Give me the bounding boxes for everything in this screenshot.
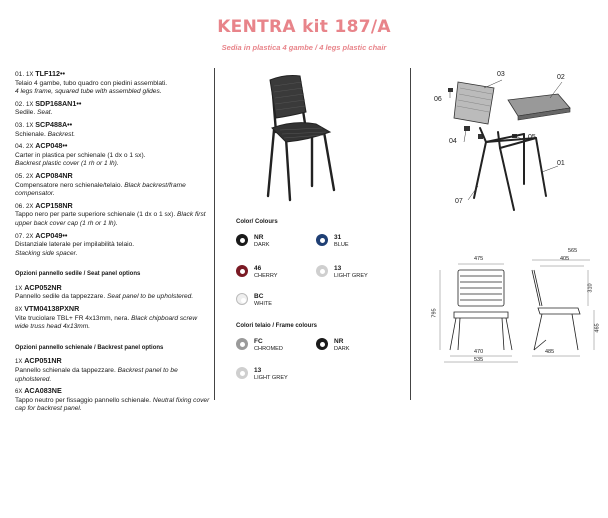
- exploded-label-07: 07: [455, 198, 463, 205]
- seat-options-heading: Opzioni pannello sedile / Seat panel options: [15, 271, 141, 278]
- dim-side-back: 310: [587, 283, 594, 293]
- option-item: 1X ACP051NR Pannello schienale da tappezzare. Backrest panel to be upholstered.: [15, 356, 178, 383]
- exploded-label-04: 04: [449, 138, 457, 145]
- part-item: 02. 1X SDP168AN1•• Sedile. Seat.: [15, 98, 82, 117]
- dim-height-total: 795: [431, 308, 438, 318]
- colours-heading: Color/ Colours: [236, 219, 278, 225]
- exploded-view-diagram: [420, 68, 600, 218]
- page-title: KENTRA kit 187/A: [217, 17, 391, 37]
- exploded-label-01: 01: [557, 160, 565, 167]
- parts-list: [15, 70, 210, 417]
- dim-front-bottom-b: 535: [474, 357, 484, 363]
- part-item: 01. 1X TLF112•• Telaio 4 gambe, tubo quadro con piedini assemblati. 4 legs frame, squared tube with assembled glides.: [15, 69, 168, 96]
- part-item: 06. 2X ACP158NR Tappo nero per parte superiore schienale (1 dx o 1 sx). Black first upper back cover cap (1 rh or 1 lh).: [15, 200, 206, 227]
- swatch-dot: [236, 265, 248, 277]
- divider-left: [214, 68, 215, 400]
- option-item: 6X ACA083NE Tappo neutro per fissaggio pannello schienale. Neutral fixing cover cap for backrest panel.: [15, 386, 210, 413]
- swatch-dot: [236, 293, 248, 305]
- swatch-dot: [236, 234, 248, 246]
- option-item: 8X VTM04138PXNR Vite truciolare TBL+ FR 4x13mm, nera. Black chipboard screw wide truss head 4x13mm.: [15, 304, 198, 331]
- part-item: 03. 1X SCP488A•• Schienale. Backrest.: [15, 119, 76, 138]
- exploded-label-06: 06: [434, 96, 442, 103]
- frame-colours-heading: Colori telaio / Frame colours: [236, 323, 318, 329]
- swatch-dot: [316, 338, 328, 350]
- part-item: 04. 2X ACP048•• Carter in plastica per schienale (1 dx o 1 sx). Backrest plastic cover (1 rh or 1 lh).: [15, 141, 146, 168]
- dim-front-bottom-a: 470: [474, 349, 484, 355]
- dim-side-bottom: 485: [545, 349, 555, 355]
- side-view-drawing: [520, 250, 608, 370]
- divider-right: [410, 68, 411, 400]
- dim-side-top-a: 565: [568, 248, 578, 254]
- exploded-label-02: 02: [557, 74, 565, 81]
- swatch-dot: [316, 265, 328, 277]
- dim-seat-height: 465: [594, 323, 601, 333]
- page-subtitle: Sedia in plastica 4 gambe / 4 legs plastic chair: [221, 43, 387, 52]
- swatch-dot: [316, 234, 328, 246]
- part-item: 07. 2X ACP049•• Distanziale laterale per impilabilità telaio. Stacking side spacer.: [15, 230, 135, 257]
- dim-side-top-b: 405: [560, 256, 570, 262]
- exploded-label-05: 05: [528, 134, 536, 141]
- option-item: 1X ACP052NR Pannello sedile da tappezzare. Seat panel to be upholstered.: [15, 282, 194, 301]
- chair-perspective-image: [250, 72, 360, 202]
- swatch-dot: [236, 338, 248, 350]
- part-item: 05. 2X ACP084NR Compensatore nero schienale/telaio. Black backrest/frame compensator.: [15, 170, 186, 198]
- exploded-label-03: 03: [497, 71, 505, 78]
- dim-front-top: 475: [474, 256, 484, 262]
- swatch-dot: [236, 367, 248, 379]
- backrest-options-heading: Opzioni pannello schienale / Backrest panel options: [15, 344, 164, 351]
